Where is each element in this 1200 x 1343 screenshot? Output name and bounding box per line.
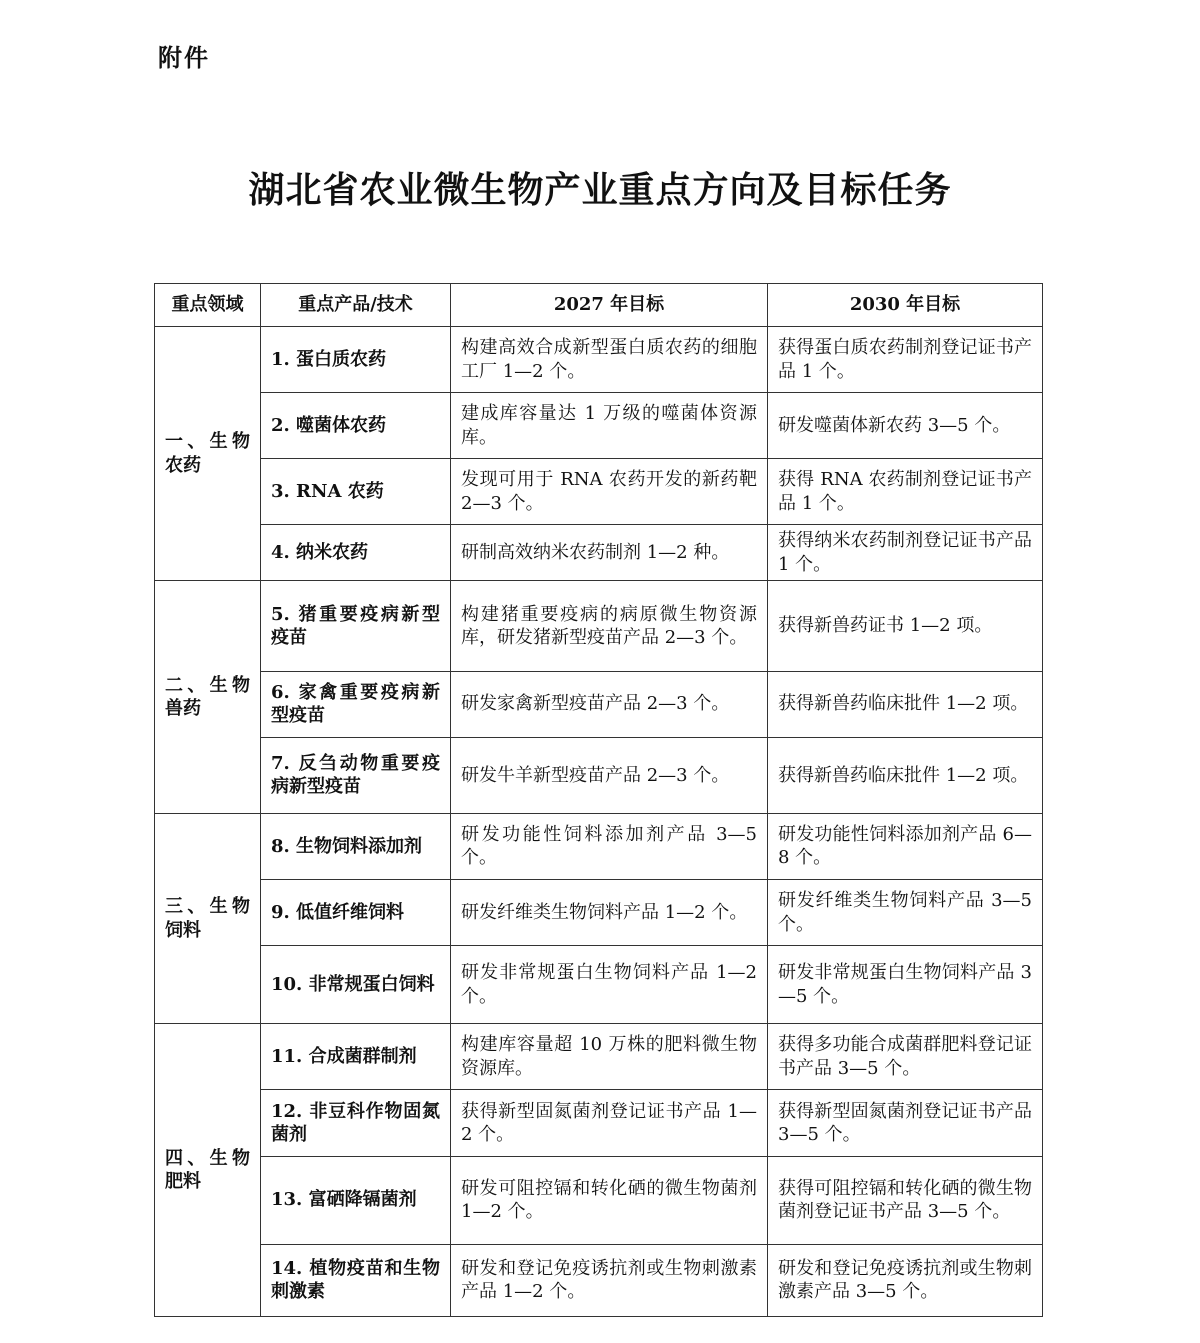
target-2030-cell: 研发和登记免疫诱抗剂或生物刺激素产品 3—5 个。 [768, 1244, 1043, 1316]
target-2027-cell: 研发可阻控镉和转化硒的微生物菌剂 1—2 个。 [451, 1156, 768, 1244]
table-row [155, 1244, 1043, 1316]
target-2030-cell: 获得新兽药临床批件 1—2 项。 [768, 671, 1043, 737]
table-row [155, 525, 1043, 581]
header-product: 重点产品/技术 [261, 284, 451, 327]
target-2030-cell: 获得多功能合成菌群肥料登记证书产品 3—5 个。 [768, 1024, 1043, 1090]
table-row [155, 393, 1043, 459]
product-cell: 9. 低值纤维饲料 [261, 879, 451, 945]
product-cell: 2. 噬菌体农药 [261, 393, 451, 459]
target-2030-cell: 获得纳米农药制剂登记证书产品 1 个。 [768, 525, 1043, 581]
product-cell: 7. 反刍动物重要疫病新型疫苗 [261, 737, 451, 813]
table-row [155, 1090, 1043, 1156]
product-cell: 14. 植物疫苗和生物刺激素 [261, 1244, 451, 1316]
target-2027-cell: 构建高效合成新型蛋白质农药的细胞工厂 1—2 个。 [451, 327, 768, 393]
target-2030-cell: 获得新兽药临床批件 1—2 项。 [768, 737, 1043, 813]
target-2027-cell: 发现可用于 RNA 农药开发的新药靶 2—3 个。 [451, 459, 768, 525]
product-cell: 13. 富硒降镉菌剂 [261, 1156, 451, 1244]
page-title: 湖北省农业微生物产业重点方向及目标任务 [248, 169, 952, 211]
product-cell: 11. 合成菌群制剂 [261, 1024, 451, 1090]
product-cell: 12. 非豆科作物固氮菌剂 [261, 1090, 451, 1156]
target-2027-cell: 构建库容量超 10 万株的肥料微生物资源库。 [451, 1024, 768, 1090]
table-row [155, 946, 1043, 1024]
target-2030-cell: 获得 RNA 农药制剂登记证书产品 1 个。 [768, 459, 1043, 525]
domain-cell: 三、生物饲料 [155, 813, 261, 1023]
domain-cell: 一、生物农药 [155, 327, 261, 581]
target-2027-cell: 研发纤维类生物饲料产品 1—2 个。 [451, 879, 768, 945]
product-cell: 10. 非常规蛋白饲料 [261, 946, 451, 1024]
table-row [155, 671, 1043, 737]
table-header-row [155, 284, 1043, 327]
product-cell: 4. 纳米农药 [261, 525, 451, 581]
table-row [155, 813, 1043, 879]
target-2027-cell: 研发和登记免疫诱抗剂或生物刺激素产品 1—2 个。 [451, 1244, 768, 1316]
product-cell: 3. RNA 农药 [261, 459, 451, 525]
target-2027-cell: 研发牛羊新型疫苗产品 2—3 个。 [451, 737, 768, 813]
target-2027-cell: 研发功能性饲料添加剂产品 3—5 个。 [451, 813, 768, 879]
table-row [155, 581, 1043, 671]
product-cell: 1. 蛋白质农药 [261, 327, 451, 393]
table-row [155, 1156, 1043, 1244]
header-target-2030: 2030 年目标 [768, 284, 1043, 327]
header-target-2027: 2027 年目标 [451, 284, 768, 327]
product-cell: 6. 家禽重要疫病新型疫苗 [261, 671, 451, 737]
target-2030-cell: 研发功能性饲料添加剂产品 6—8 个。 [768, 813, 1043, 879]
target-2030-cell: 研发纤维类生物饲料产品 3—5 个。 [768, 879, 1043, 945]
table-row [155, 327, 1043, 393]
target-2027-cell: 研发非常规蛋白生物饲料产品 1—2 个。 [451, 946, 768, 1024]
targets-table [154, 283, 1043, 1317]
domain-cell: 四、生物肥料 [155, 1024, 261, 1317]
table-row [155, 459, 1043, 525]
target-2030-cell: 获得新兽药证书 1—2 项。 [768, 581, 1043, 671]
table-body [155, 327, 1043, 1317]
target-2030-cell: 获得可阻控镉和转化硒的微生物菌剂登记证书产品 3—5 个。 [768, 1156, 1043, 1244]
table-row [155, 1024, 1043, 1090]
header-domain: 重点领域 [155, 284, 261, 327]
domain-cell: 二、生物兽药 [155, 581, 261, 813]
target-2027-cell: 获得新型固氮菌剂登记证书产品 1—2 个。 [451, 1090, 768, 1156]
table-row [155, 879, 1043, 945]
target-2030-cell: 获得新型固氮菌剂登记证书产品 3—5 个。 [768, 1090, 1043, 1156]
target-2030-cell: 研发非常规蛋白生物饲料产品 3—5 个。 [768, 946, 1043, 1024]
target-2030-cell: 研发噬菌体新农药 3—5 个。 [768, 393, 1043, 459]
target-2030-cell: 获得蛋白质农药制剂登记证书产品 1 个。 [768, 327, 1043, 393]
target-2027-cell: 研制高效纳米农药制剂 1—2 种。 [451, 525, 768, 581]
product-cell: 5. 猪重要疫病新型疫苗 [261, 581, 451, 671]
target-2027-cell: 研发家禽新型疫苗产品 2—3 个。 [451, 671, 768, 737]
target-2027-cell: 建成库容量达 1 万级的噬菌体资源库。 [451, 393, 768, 459]
product-cell: 8. 生物饲料添加剂 [261, 813, 451, 879]
table-row [155, 737, 1043, 813]
attachment-label: 附件 [158, 43, 210, 72]
target-2027-cell: 构建猪重要疫病的病原微生物资源库，研发猪新型疫苗产品 2—3 个。 [451, 581, 768, 671]
